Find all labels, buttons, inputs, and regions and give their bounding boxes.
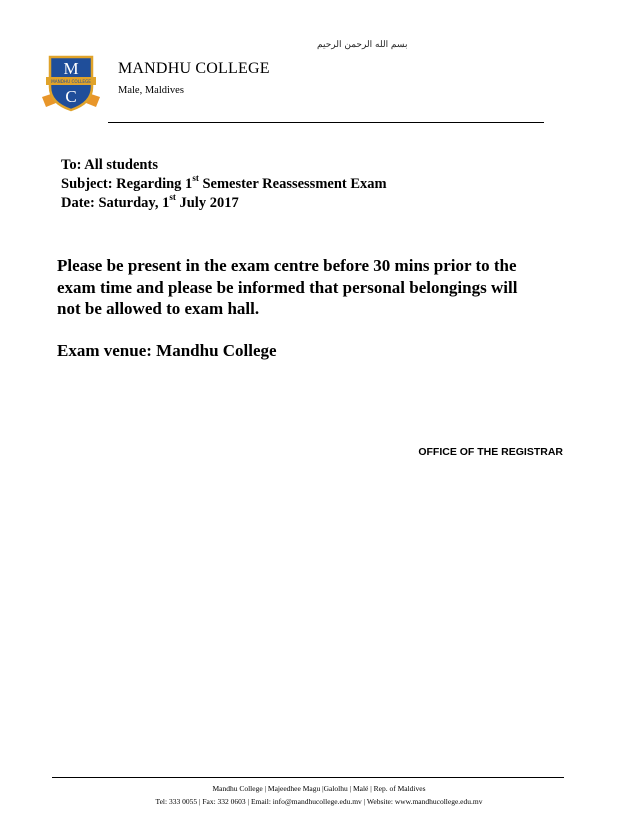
- logo-letter-c: C: [65, 87, 77, 106]
- memo-details: [61, 156, 387, 213]
- college-location: Male, Maldives: [118, 85, 184, 96]
- notice-body: [57, 255, 577, 320]
- memo-to: To: All students: [61, 157, 158, 173]
- logo-letter-m: M: [63, 59, 79, 78]
- notice-line: exam time and please be informed that personal belongings will: [57, 277, 518, 297]
- memo-date-ordinal: st: [169, 192, 176, 203]
- memo-subject-ordinal: st: [192, 173, 199, 184]
- notice-line: not be allowed to exam hall.: [57, 299, 260, 318]
- footer-contact: Tel: 333 0055 | Fax: 332 0603 | Email: info@mandhucollege.edu.mv | Website: www.mandhucollege.edu.mv: [155, 797, 483, 806]
- exam-venue: Exam venue: Mandhu College: [57, 341, 277, 360]
- footer-divider: [52, 777, 564, 778]
- memo-date-suffix: July 2017: [175, 195, 239, 211]
- memo-date-prefix: Date: Saturday, 1: [61, 195, 170, 211]
- college-name: MANDHU COLLEGE: [118, 60, 270, 77]
- memo-date: [61, 194, 387, 213]
- memo-subject: [61, 175, 387, 194]
- footer-address: Mandhu College | Majeedhee Magu |Galolhu | Malé | Rep. of Maldives: [212, 784, 426, 793]
- memo-subject-suffix: Semester Reassessment Exam: [198, 176, 387, 192]
- header-divider: [108, 122, 544, 123]
- notice-line: Please be present in the exam centre before 30 mins prior to the: [57, 256, 517, 275]
- registrar-signature: OFFICE OF THE REGISTRAR: [418, 446, 563, 458]
- memo-subject-prefix: Subject: Regarding 1: [61, 176, 193, 192]
- college-logo: [40, 53, 102, 113]
- bismillah-calligraphy: بسم الله الرحمن الرحيم: [317, 40, 408, 50]
- logo-banner-text: MANDHU COLLEGE: [51, 79, 91, 85]
